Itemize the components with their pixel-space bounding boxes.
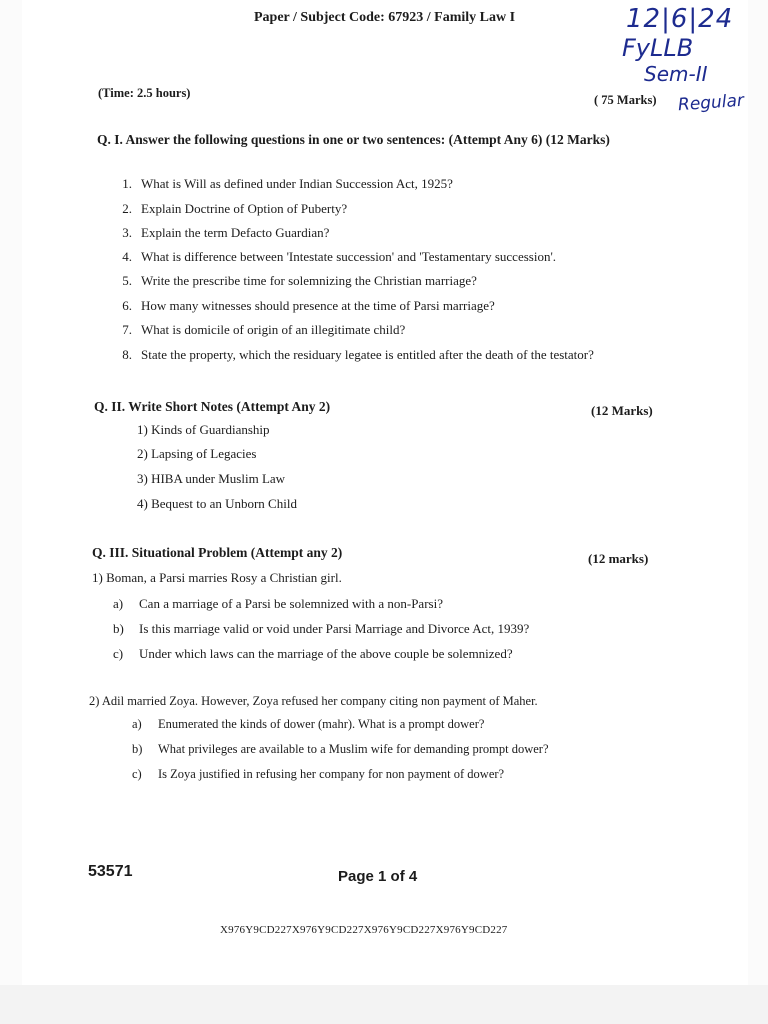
q1-item-text: Write the prescribe time for solemnizing the Christian marriage? <box>141 273 477 288</box>
q1-item-text: Explain Doctrine of Option of Puberty? <box>141 201 348 216</box>
q1-item-text: What is Will as defined under Indian Succession Act, 1925? <box>141 176 453 191</box>
q1-item-number: 1. <box>122 176 132 191</box>
q3-marks: (12 marks) <box>588 551 649 566</box>
sub-question-text: What privileges are available to a Muslim wife for demanding prompt dower? <box>158 742 549 756</box>
q1-item-number: 7. <box>122 322 132 337</box>
handwritten-date: 12|6|24 <box>626 4 734 34</box>
q1-item-number: 2. <box>122 201 132 216</box>
sub-question-letter: b) <box>132 742 143 756</box>
handwritten-semester: Sem-II <box>644 62 708 86</box>
paper-serial: X976Y9CD227X976Y9CD227X976Y9CD227X976Y9CD227 <box>220 924 508 936</box>
q3-problem-1-sub <box>113 621 529 637</box>
q2-marks: (12 Marks) <box>591 403 653 418</box>
sub-question-letter: c) <box>132 767 142 781</box>
sub-question-letter: b) <box>113 621 124 636</box>
q1-item-number: 3. <box>122 225 132 240</box>
q3-problem-1-sub <box>113 596 443 612</box>
sub-question-letter: a) <box>132 717 142 731</box>
q3-problem-2-sub <box>132 742 549 757</box>
sub-question-letter: c) <box>113 646 124 661</box>
q2-item: 3) HIBA under Muslim Law <box>137 471 286 486</box>
q1-item-number: 4. <box>122 249 132 264</box>
q3-problem-1-sub <box>113 646 513 662</box>
sub-question-text: Is this marriage valid or void under Parsi Marriage and Divorce Act, 1939? <box>139 621 530 636</box>
q3-problem-2: 2) Adil married Zoya. However, Zoya refused her company citing non payment of Maher. <box>89 694 538 708</box>
q2-item: 1) Kinds of Guardianship <box>137 422 270 437</box>
sub-question-letter: a) <box>113 596 124 611</box>
total-marks: ( 75 Marks) <box>594 93 657 107</box>
q1-item-text: How many witnesses should presence at the time of Parsi marriage? <box>141 298 495 313</box>
sub-question-text: Enumerated the kinds of dower (mahr). What is a prompt dower? <box>158 717 485 731</box>
q1-item-number: 5. <box>122 273 132 288</box>
q3-problem-2-sub <box>132 767 504 782</box>
q1-item <box>110 322 405 338</box>
scan-bottom-margin <box>0 985 768 1024</box>
q1-heading: Q. I. Answer the following questions in one or two sentences: (Attempt Any 6) (12 Marks) <box>97 132 610 147</box>
sub-question-text: Can a marriage of a Parsi be solemnized with a non-Parsi? <box>139 596 443 611</box>
q1-item-number: 6. <box>122 298 132 313</box>
q1-item-text: State the property, which the residuary legatee is entitled after the death of the testator? <box>141 347 594 362</box>
q2-item: 2) Lapsing of Legacies <box>137 446 257 461</box>
sub-question-text: Under which laws can the marriage of the above couple be solemnized? <box>139 646 513 661</box>
handwritten-exam-type: Regular <box>677 90 745 116</box>
q1-item <box>110 225 329 241</box>
paper-title: Paper / Subject Code: 67923 / Family Law I <box>254 10 516 25</box>
q3-heading: Q. III. Situational Problem (Attempt any 2) <box>92 545 343 560</box>
q1-item <box>110 298 495 314</box>
q1-item <box>110 249 556 265</box>
q1-item <box>110 347 594 363</box>
paper-code: 53571 <box>88 863 133 880</box>
sub-question-text: Is Zoya justified in refusing her company for non payment of dower? <box>158 767 505 781</box>
q1-item-text: What is difference between 'Intestate succession' and 'Testamentary succession'. <box>141 249 557 264</box>
q1-item-text: Explain the term Defacto Guardian? <box>141 225 330 240</box>
q2-item: 4) Bequest to an Unborn Child <box>137 496 297 511</box>
q1-item <box>110 273 477 289</box>
q2-heading: Q. II. Write Short Notes (Attempt Any 2) <box>94 399 331 414</box>
q3-problem-2-sub <box>132 717 484 732</box>
q1-item-text: What is domicile of origin of an illegitimate child? <box>141 322 406 337</box>
handwritten-class: FyLLB <box>622 34 694 62</box>
q1-item-number: 8. <box>122 347 132 362</box>
q1-item <box>110 201 347 217</box>
q3-problem-1: 1) Boman, a Parsi marries Rosy a Christian girl. <box>92 570 342 585</box>
page-number: Page 1 of 4 <box>338 868 418 885</box>
q1-item <box>110 176 453 192</box>
exam-duration: (Time: 2.5 hours) <box>98 86 191 100</box>
